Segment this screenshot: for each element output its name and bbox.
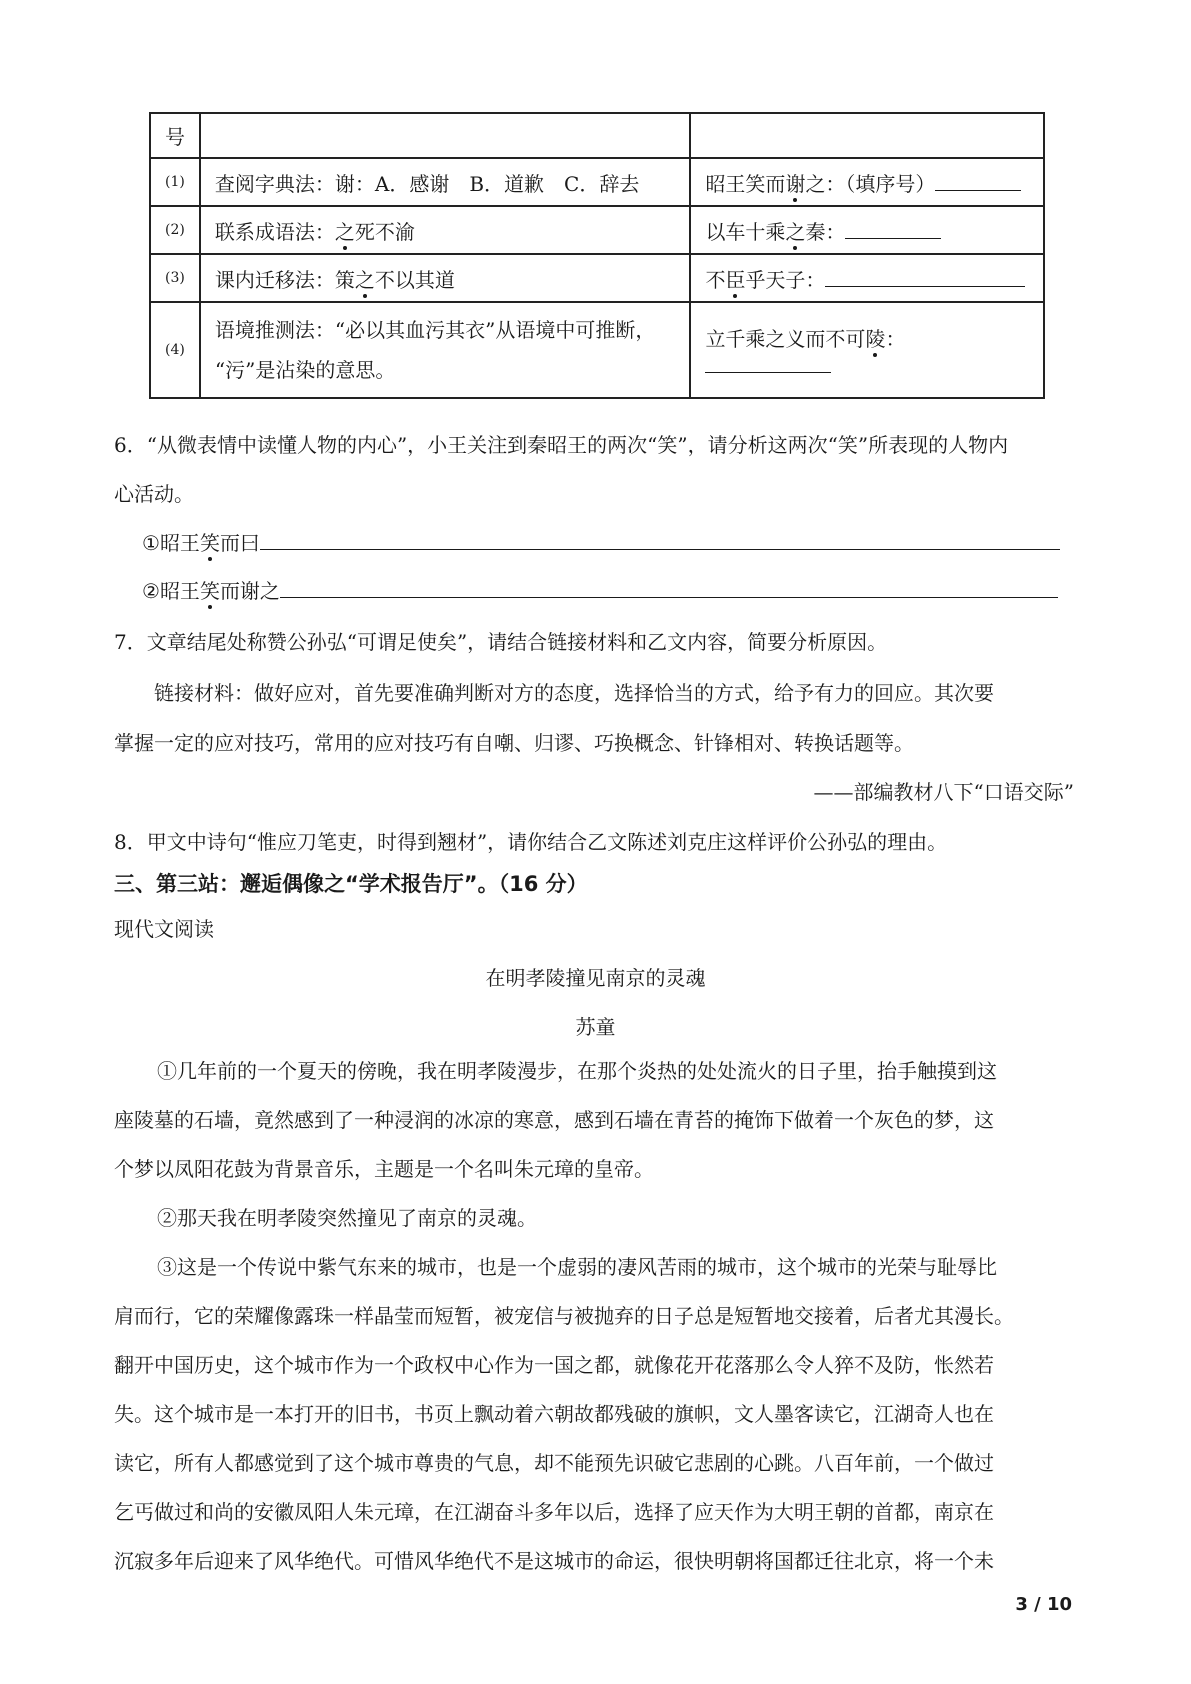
answer-blank[interactable] (935, 170, 1021, 191)
passage-paragraph-2: ②那天我在明孝陵突然撞见了南京的灵魂。 (157, 1206, 537, 1230)
answer-line[interactable] (260, 529, 1060, 550)
answer-blank[interactable] (845, 218, 941, 239)
target-cell: 以车十乘之秦： (690, 206, 1044, 254)
row-number: (1) (150, 158, 200, 206)
article-title: 在明孝陵撞见南京的灵魂 (485, 966, 706, 990)
answer-line[interactable] (280, 577, 1058, 598)
passage-paragraph-3: ③这是一个传说中紫气东来的城市，也是一个虚弱的凄风苦雨的城市，这个城市的光荣与耻辱比 肩而行，它的荣耀像露珠一样晶莹而短暂，被宠信与被抛弃的日子总是短暂地交接着，后者尤其漫长。 翻开中国历史，这个城市作为一个政权中心作为一国之都，就像花开花落那么令人猝不及防，怅然若 失。这个城市是一本打开的旧书，书页上飘动着六朝故都残破的旗帜，文人墨客读它，江湖奇人也在 读它，所有人都感觉到了这个城市尊贵的气息，却不能预先识破它悲剧的心跳。八百年前，一个做过 乞丐做过和尚的安徽凤阳人朱元璋，在江湖奋斗多年以后，选择了应天作为大明王朝的首都，南京在 沉寂多年后迎来了风华绝代。可惜风华绝代不是这城市的命运，很快明朝将国都迁往北京，将一个未 (114, 1255, 1014, 1573)
method-cell: 课内迁移法：策之不以其道 (200, 254, 691, 302)
q7-line1: 7．文章结尾处称赞公孙弘“可谓足使矣”，请结合链接材料和乙文内容，简要分析原因。 (114, 630, 888, 654)
article-author: 苏童 (575, 1015, 616, 1039)
q7-link-line1: 链接材料：做好应对，首先要准确判断对方的态度，选择恰当的方式，给予有力的回应。其次要 (154, 681, 994, 705)
emphasis-dot-char: 陵 (865, 326, 886, 351)
table-header-row (150, 113, 1044, 158)
table-row (150, 206, 1044, 254)
q6-sub2: ②昭王笑而谢之 (142, 575, 1058, 604)
q6-line1: 6．“从微表情中读懂人物的内心”，小王关注到秦昭王的两次“笑”，请分析这两次“笑”所表现的人物内 (114, 433, 1009, 457)
section-heading: 三、第三站：邂逅偶像之“学术报告厅”。（16 分） (114, 872, 588, 896)
table-row (150, 302, 1044, 398)
table-header-label: 号 (150, 113, 200, 158)
q7-link-line2: 掌握一定的应对技巧，常用的应对技巧有自嘲、归谬、巧换概念、针锋相对、转换话题等。 (114, 731, 914, 755)
q6-line2: 心活动。 (114, 482, 194, 506)
table-row (150, 158, 1044, 206)
method-cell: 联系成语法：之死不渝 (200, 206, 691, 254)
target-cell: 昭王笑而谢之：（填序号） (690, 158, 1044, 206)
q6-sub1: ①昭王笑而曰 (142, 527, 1060, 556)
emphasis-dot-char: 之 (354, 267, 375, 292)
emphasis-dot-char: 之 (334, 219, 355, 244)
passage-paragraph-1: ①几年前的一个夏天的傍晚，我在明孝陵漫步，在那个炎热的处处流火的日子里，抬手触摸到这 座陵墓的石墙，竟然感到了一种浸润的冰凉的寒意，感到石墙在青苔的掩饰下做着一个灰色的梦，这 个梦以凤阳花鼓为背景音乐，主题是一个名叫朱元璋的皇帝。 (114, 1059, 997, 1181)
target-cell: 不臣乎天子： (690, 254, 1044, 302)
q7-source: ——部编教材八下“口语交际” (813, 780, 1074, 804)
page-number: 3 / 10 (1015, 1594, 1072, 1615)
emphasis-dot-char: 臣 (725, 267, 746, 292)
q8-line1: 8．甲文中诗句“惟应刀笔吏，时得到翘材”，请你结合乙文陈述刘克庄这样评价公孙弘的理由。 (114, 830, 948, 854)
row-number: (2) (150, 206, 200, 254)
emphasis-dot-char: 之 (785, 219, 806, 244)
answer-blank[interactable] (705, 352, 831, 373)
vocab-table (149, 112, 1045, 399)
row-number: (3) (150, 254, 200, 302)
emphasis-dot-char: 谢 (785, 171, 806, 196)
emphasis-dot-char: 笑 (199, 579, 220, 603)
target-cell: 立千乘之义而不可陵： (690, 302, 1044, 398)
answer-blank[interactable] (825, 266, 1025, 287)
method-cell: 查阅字典法：谢：A．感谢 B．道歉 C．辞去 (200, 158, 691, 206)
table-row (150, 254, 1044, 302)
emphasis-dot-char: 笑 (199, 531, 220, 555)
method-cell: 语境推测法：“必以其血污其衣”从语境中可推断， “污”是沾染的意思。 (200, 302, 691, 398)
section-subheading: 现代文阅读 (114, 917, 214, 941)
row-number: (4) (150, 302, 200, 398)
